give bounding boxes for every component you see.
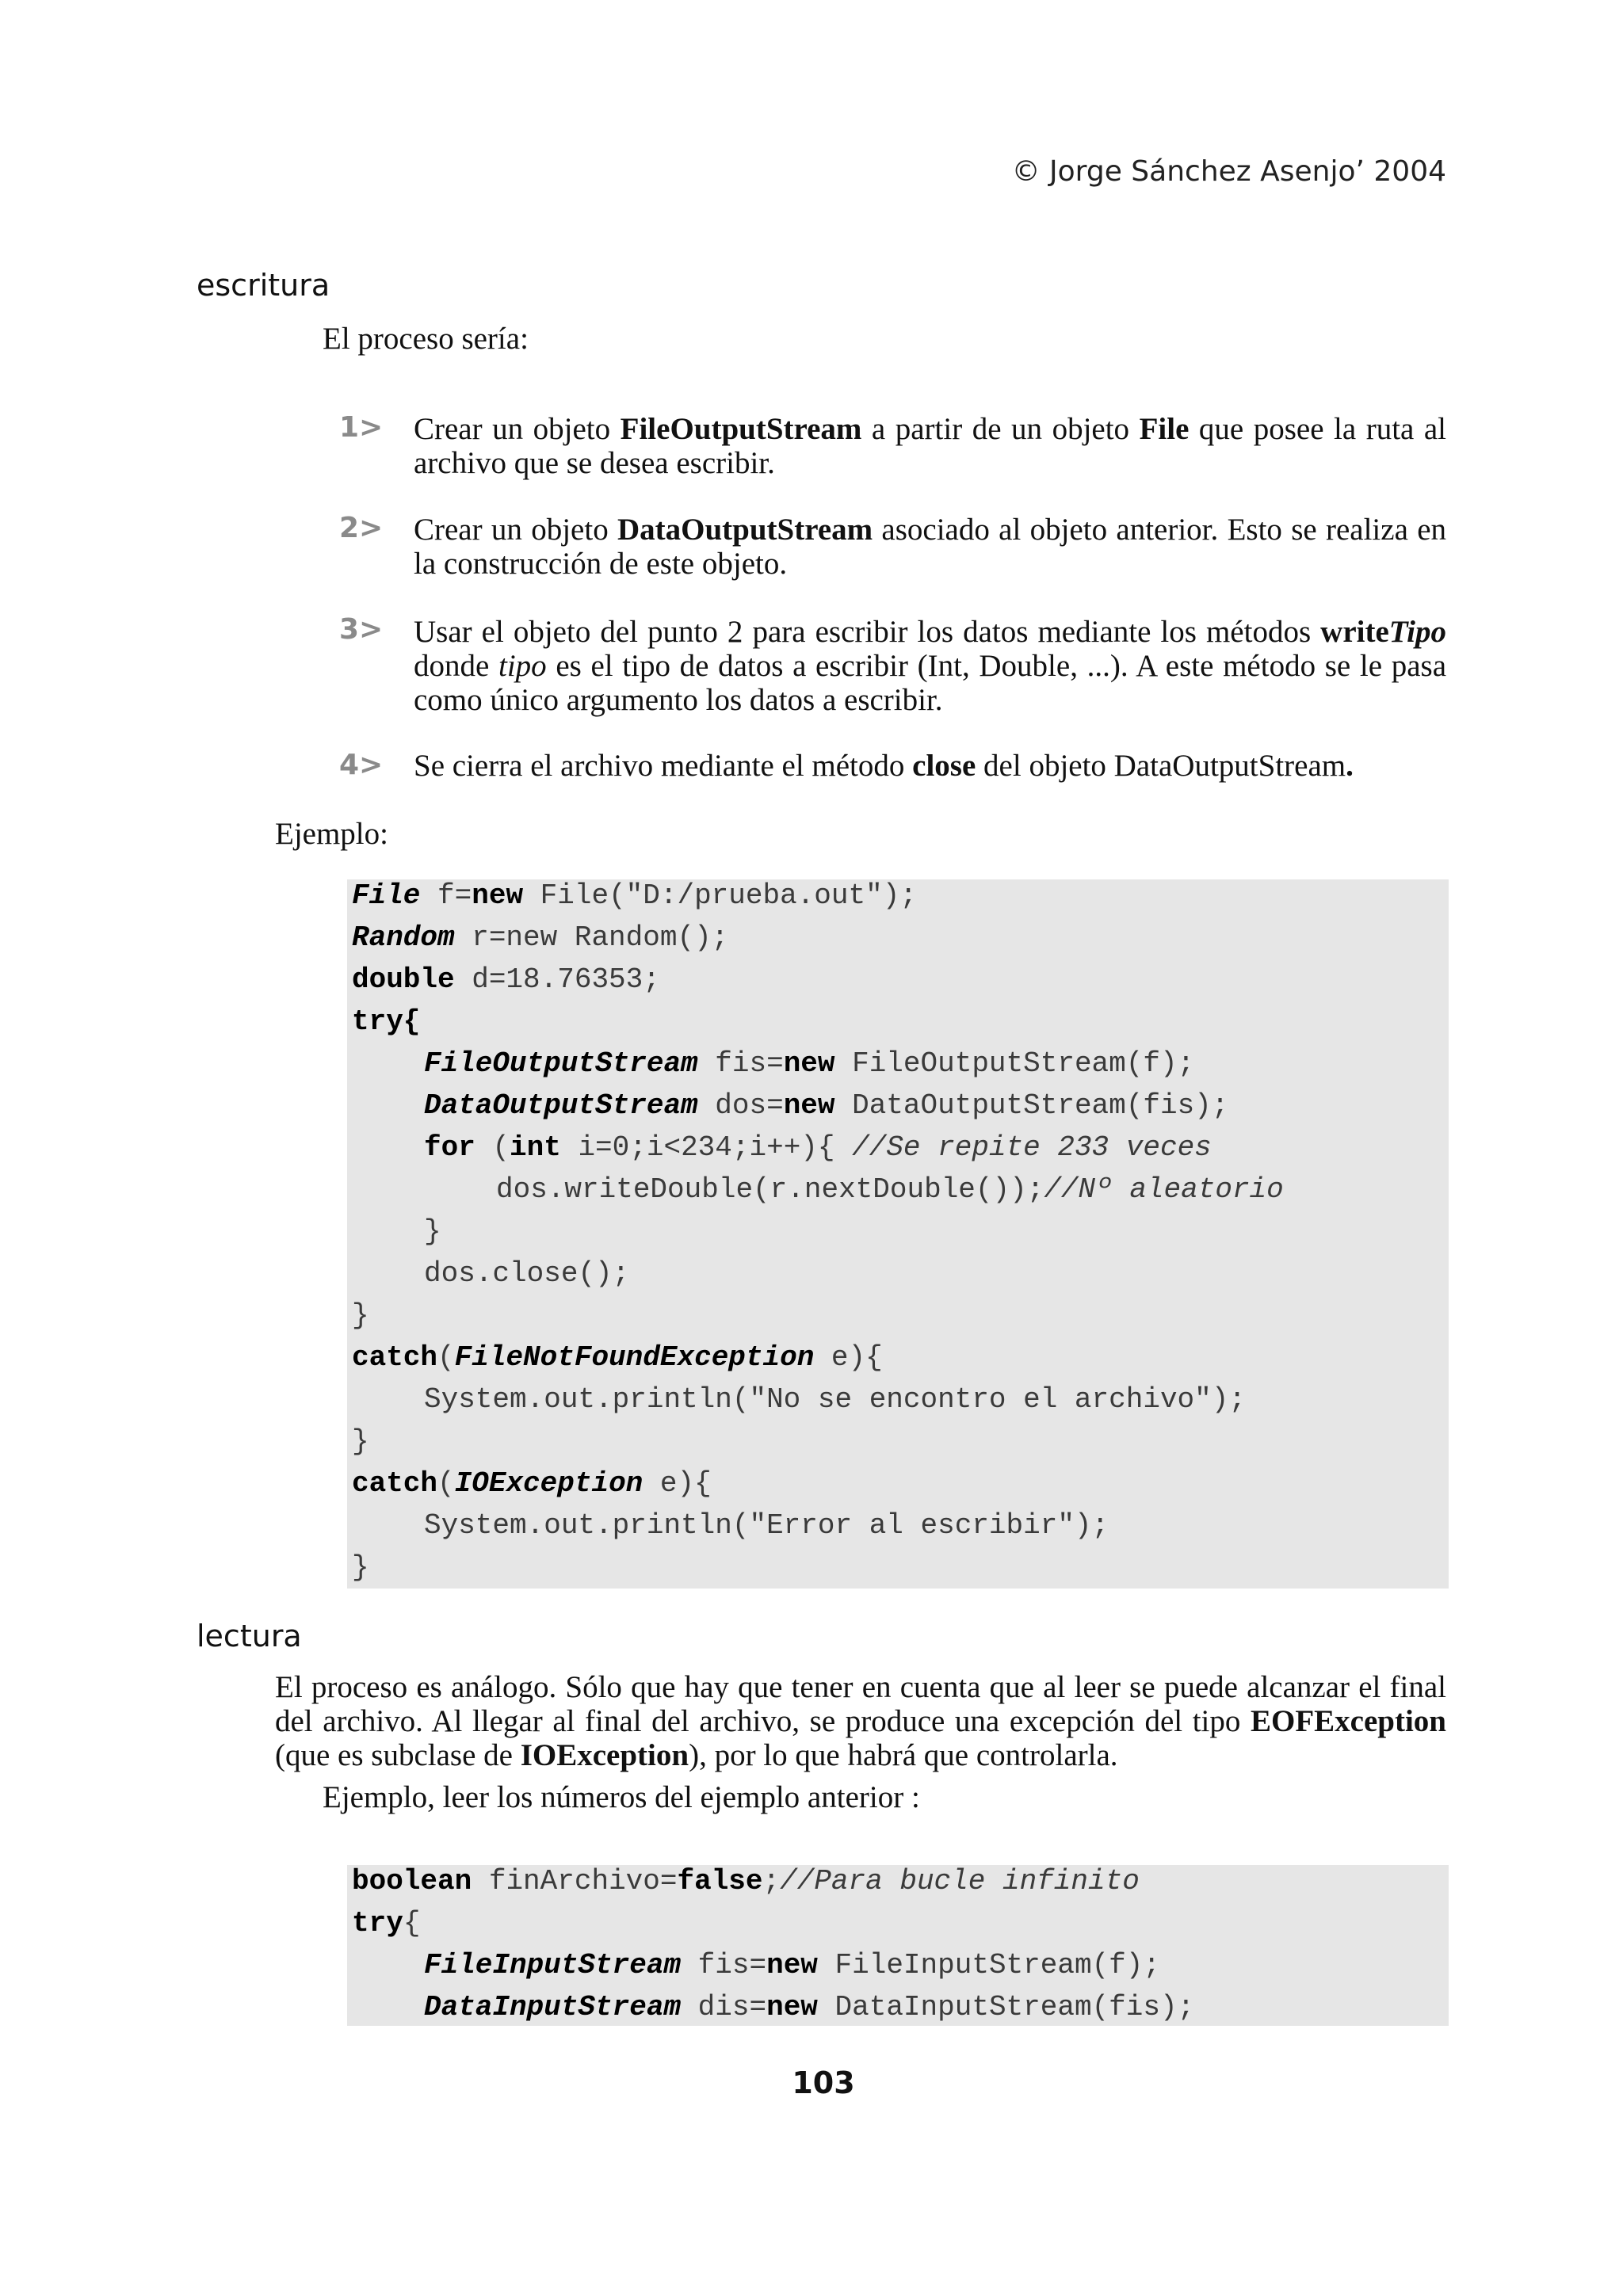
- code-line: double d=18.76353;: [352, 963, 660, 996]
- code-line: DataOutputStream dos=new DataOutputStream(fis);: [424, 1089, 1229, 1122]
- page-number: 103: [792, 2065, 855, 2100]
- code-line: System.out.println("No se encontro el archivo");: [424, 1383, 1246, 1416]
- code-line: FileOutputStream fis=new FileOutputStream(f);: [424, 1047, 1195, 1080]
- step-text-3: Usar el objeto del punto 2 para escribir los datos mediante los métodos writeTipo donde tipo es el tipo de datos a escribir (Int, Double, ...). A este método se le pasa como único argumento los datos a escribir.: [414, 615, 1447, 717]
- page-header-copyright: © Jorge Sánchez Asenjo’ 2004: [1011, 155, 1446, 188]
- step-number-1: 1>: [339, 411, 384, 444]
- step-number-4: 4>: [339, 749, 384, 781]
- step-text-2: Crear un objeto DataOutputStream asociado al objeto anterior. Esto se realiza en la construcción de este objeto.: [414, 513, 1446, 581]
- code-line: }: [352, 1551, 369, 1584]
- code-line: boolean finArchivo=false;//Para bucle infinito: [352, 1865, 1140, 1897]
- code-block-read-example: [347, 1865, 1449, 2026]
- step-text-4: Se cierra el archivo mediante el método close del objeto DataOutputStream.: [414, 749, 1354, 783]
- code-line: for (int i=0;i<234;i++){ //Se repite 233 veces: [424, 1131, 1212, 1164]
- code-block-write-example: [347, 879, 1449, 1589]
- section-title-lectura: lectura: [197, 1619, 302, 1653]
- lectura-paragraph: El proceso es análogo. Sólo que hay que tener en cuenta que al leer se puede alcanzar el final del archivo. Al llegar al final del archivo, se produce una excepción del tipo EOFException (que es subclase de IOException), por lo que habrá que controlarla.: [275, 1670, 1446, 1772]
- code-line: DataInputStream dis=new DataInputStream(fis);: [424, 1991, 1195, 2023]
- section-title-escritura: escritura: [197, 268, 330, 303]
- step-number-2: 2>: [339, 512, 384, 544]
- step-number-3: 3>: [339, 613, 384, 646]
- code-line: }: [424, 1215, 441, 1248]
- code-line: }: [352, 1299, 369, 1332]
- code-line: File f=new File("D:/prueba.out");: [352, 879, 917, 912]
- step-text-1: Crear un objeto FileOutputStream a partir de un objeto File que posee la ruta al archivo que se desea escribir.: [414, 412, 1447, 480]
- intro-paragraph: El proceso sería:: [323, 322, 529, 356]
- code-line: FileInputStream fis=new FileInputStream(f);: [424, 1949, 1160, 1981]
- code-line: Random r=new Random();: [352, 921, 729, 954]
- example-label-escritura: Ejemplo:: [275, 817, 388, 851]
- code-line: catch(IOException e){: [352, 1467, 712, 1500]
- code-line: try{: [352, 1005, 421, 1038]
- code-line: catch(FileNotFoundException e){: [352, 1341, 883, 1374]
- code-line: System.out.println("Error al escribir");: [424, 1509, 1109, 1542]
- code-line: }: [352, 1425, 369, 1458]
- code-line: dos.close();: [424, 1257, 630, 1290]
- example-label-lectura: Ejemplo, leer los números del ejemplo anterior :: [323, 1780, 920, 1814]
- code-line: dos.writeDouble(r.nextDouble());//Nº aleatorio: [496, 1173, 1284, 1206]
- code-line: try{: [352, 1907, 421, 1939]
